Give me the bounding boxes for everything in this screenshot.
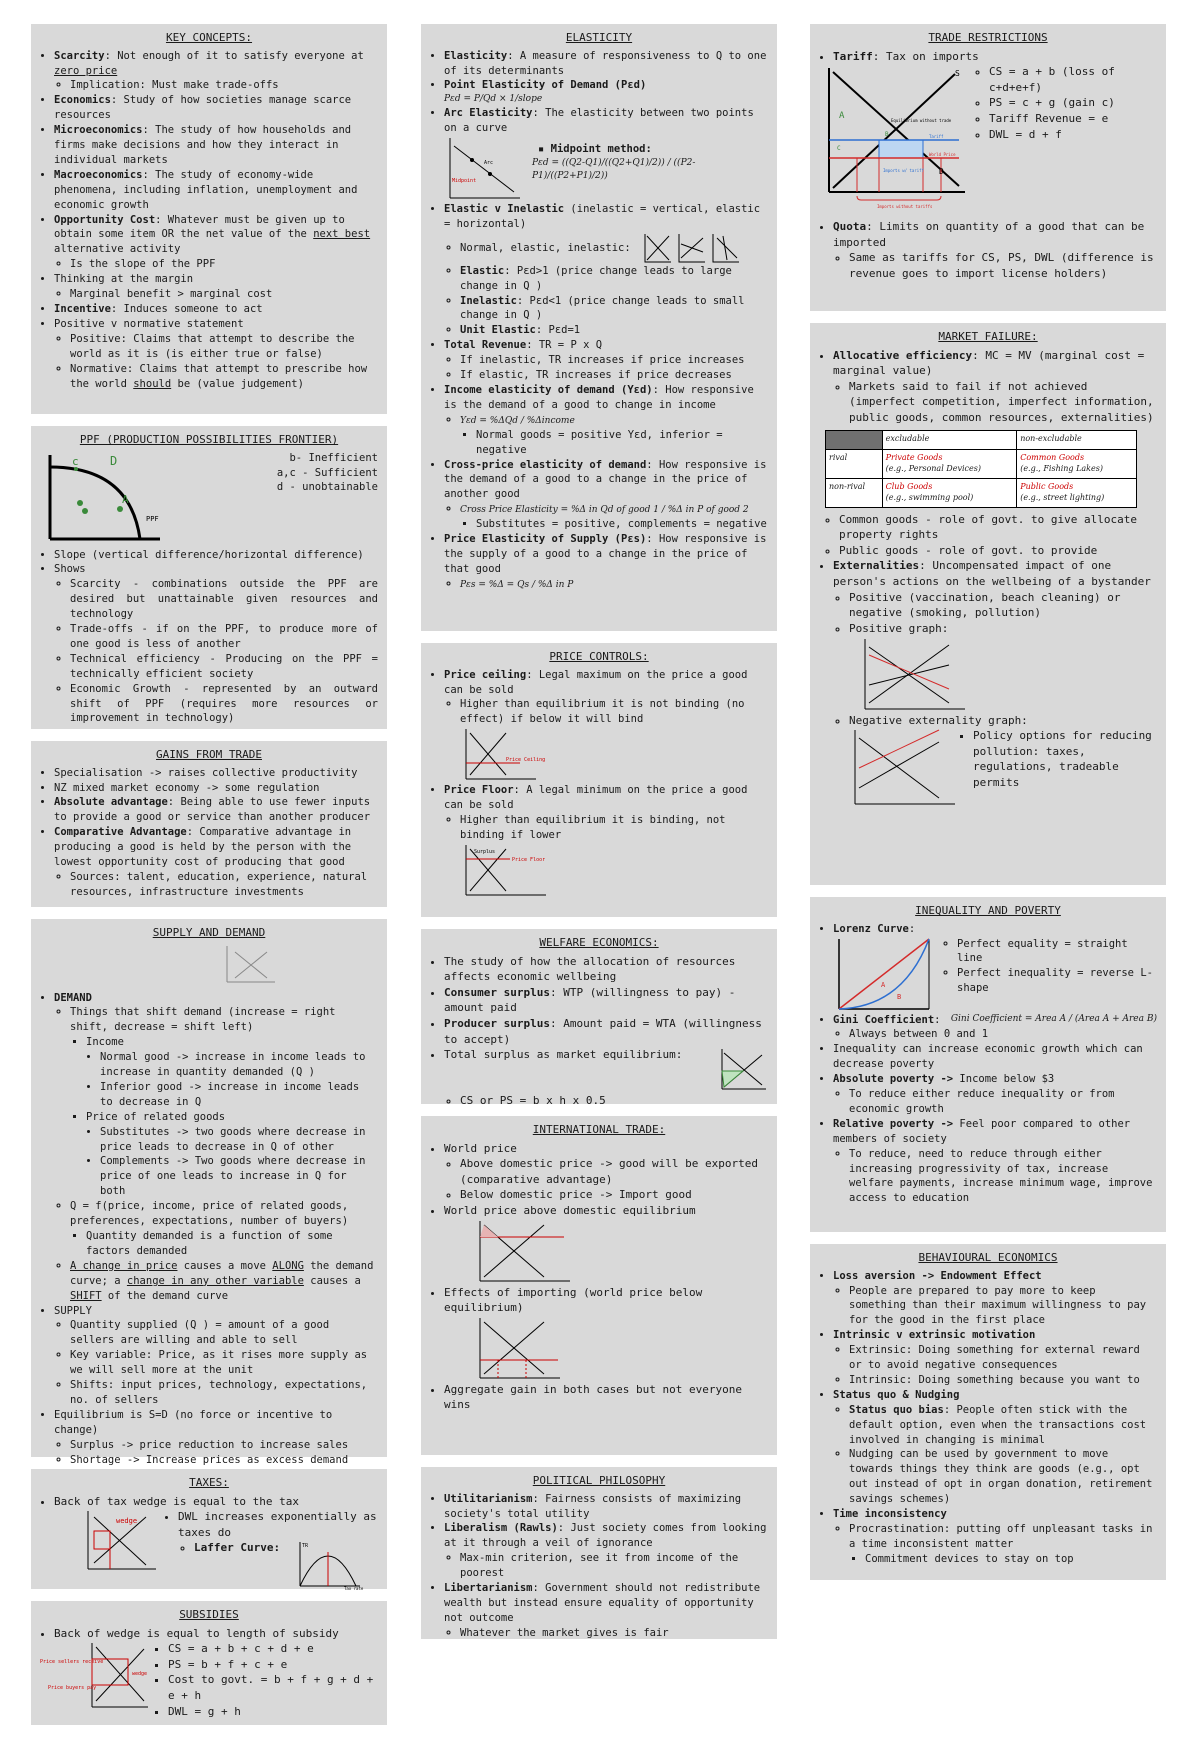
section-title: TRADE RESTRICTIONS	[928, 31, 1048, 44]
list-item: • NZ mixed market economy -> some regulation	[54, 781, 378, 796]
list-item: ◦ Nudging can be used by government to move towards things they think are goods (e.g., opt out instead of opt in organ donation, retirement savings schemes)	[849, 1447, 1157, 1507]
international-trade-section	[421, 1116, 777, 1455]
list-item: ▪ Substitutes = positive, complements = negative	[476, 517, 768, 532]
negative-externality-graph	[849, 728, 959, 808]
list-item: ◦ Procrastination: putting off unpleasant tasks in a time inconsistent matter ▪ Commitment devices to stay on top	[849, 1522, 1157, 1567]
list-item: ▪ Price of related goods • Substitutes -> two goods where decrease in price leads to decrease in Q of other • Complements -> Two goods where decrease in price of one leads to increase in Q for both	[86, 1110, 378, 1199]
ppf-graph	[40, 451, 170, 548]
section-title: SUBSIDIES	[179, 1608, 239, 1621]
list-item: ◦ DWL = d + f	[989, 127, 1157, 143]
list-item: ◦ If inelastic, TR increases if price increases	[460, 353, 768, 368]
list-item: ◦ Same as tariffs for CS, PS, DWL (difference is revenue goes to import license holders)	[849, 250, 1157, 281]
subsidies-section	[31, 1601, 387, 1725]
list-item: ◦ Positive (vaccination, beach cleaning) or negative (smoking, pollution)	[849, 590, 1157, 621]
svg-text:Tax rate: Tax rate	[344, 1586, 364, 1592]
list-item: • Complements -> Two goods where decrease in price of one leads to increase in Q for both	[100, 1154, 378, 1199]
list-item: • Producer surplus: Amount paid = WTA (willingness to accept)	[444, 1016, 768, 1047]
list-item: ◦ Q = f(price, income, price of related goods, preferences, expectations, number of buyers) ▪ Quantity demanded is a function of some factors demanded	[70, 1199, 378, 1259]
list-item: • The study of how the allocation of resources affects economic wellbeing	[444, 954, 768, 985]
list-item: ◦ Laffer Curve:	[194, 1540, 280, 1556]
list-item: ◦ Economic Growth - represented by an outward shift of PPF (requires more resources or improvement in technology)	[70, 682, 378, 727]
legend-d: d - unobtainable	[276, 481, 378, 494]
list-item: ◦ Intrinsic: Doing something because you want to	[849, 1373, 1157, 1388]
list-item: ◦ Always between 0 and 1	[849, 1027, 1157, 1042]
svg-text:D: D	[939, 167, 944, 177]
column-left	[31, 24, 387, 1737]
list-item: ◦ Perfect equality = straight line	[957, 937, 1157, 967]
list-item: • Absolute poverty -> Income below $3 ◦ To reduce either reduce inequality or from economic growth	[833, 1072, 1157, 1117]
list-item: • Total Revenue: TR = P x Q ◦ If inelastic, TR increases if price increases ◦ If elastic, TR increases if price decreases	[444, 338, 768, 383]
legend-ac: a,c - Sufficient	[276, 466, 378, 479]
list-item: ◦ CS = a + b (loss of c+d+e+f)	[989, 64, 1157, 95]
list-item: ▪ Income • Normal good -> increase in income leads to increase in quantity demanded (Q ) • Inferior good -> increase in income leads to decrease in Q	[86, 1035, 378, 1110]
section-title: WELFARE ECONOMICS:	[539, 936, 659, 949]
list-item: • Incentive: Induces someone to act	[54, 302, 378, 317]
supply-demand-section	[31, 919, 387, 1466]
list-item: ▪ PS = b + f + c + e	[168, 1657, 378, 1673]
political-philosophy-section	[421, 1467, 777, 1639]
table-cell: Common Goods (e.g., Fishing Lakes)	[1017, 449, 1137, 478]
list-item: ◦ Trade-offs - if on the PPF, to produce more of one good is less of another	[70, 622, 378, 652]
svg-text:Price buyers pay: Price buyers pay	[48, 1685, 97, 1692]
list-item: • Elasticity: A measure of responsiveness to Q to one of its determinants	[444, 49, 768, 79]
col-header: non-excludable	[1017, 430, 1137, 449]
list-item: • Price ceiling: Legal maximum on the price a good can be sold ◦ Higher than equilibrium it is not binding (no effect) if below it will bind Price Ceiling	[444, 668, 768, 784]
svg-text:Price Ceiling: Price Ceiling	[506, 757, 546, 764]
svg-text:B: B	[897, 992, 902, 1001]
list-item: ▪ Cost to govt. = b + f + g + d + e + h	[168, 1672, 378, 1703]
section-title: TAXES:	[189, 1476, 229, 1489]
list-item: • Effects of importing (world price below equilibrium)	[444, 1285, 768, 1382]
welfare-economics-section	[421, 929, 777, 1108]
table-cell: Private Goods (e.g., Personal Devices)	[882, 449, 1017, 478]
svg-text:Midpoint: Midpoint	[452, 177, 477, 184]
table-cell: Public Goods (e.g., street lighting)	[1017, 478, 1137, 507]
list-item: • Point Elasticity of Demand (Pεd) Pεd = P/Qd × 1/slope	[444, 78, 768, 106]
list-item: • Utilitarianism: Fairness consists of maximizing society's total utility	[444, 1492, 768, 1522]
welfare-graph	[718, 1047, 768, 1093]
svg-text:A: A	[122, 492, 129, 506]
list-item: • Macroeconomics: The study of economy-wide phenomena, including inflation, unemployment and economic growth	[54, 168, 378, 213]
list-item: • Time inconsistency ◦ Procrastination: putting off unpleasant tasks in a time inconsistent matter ▪ Commitment devices to stay on top	[833, 1507, 1157, 1567]
list-item: ◦ Pεs = %Δ = Qs / %Δ in P	[460, 577, 768, 592]
svg-text:S: S	[955, 69, 960, 79]
svg-text:Price Floor: Price Floor	[512, 856, 546, 863]
svg-text:Surplus: Surplus	[474, 848, 496, 855]
elasticity-section	[421, 24, 777, 631]
ped-formula: Pεd = P/Qd × 1/slope	[444, 94, 543, 105]
list-item: ◦ Common goods - role of govt. to give allocate property rights	[839, 512, 1157, 543]
list-item: • Absolute advantage: Being able to use fewer inputs to provide a good or service than another producer	[54, 795, 378, 825]
row-header: non-rival	[826, 478, 883, 507]
tariff-graph	[819, 64, 969, 219]
list-item: ◦ To reduce either reduce inequality or from economic growth	[849, 1087, 1157, 1117]
list-item: • Consumer surplus: WTP (willingness to pay) - amount paid	[444, 985, 768, 1016]
list-item: ◦ Yεd = %ΔQd / %Δincome ▪ Normal goods = positive Yεd, inferior = negative	[460, 413, 768, 458]
svg-text:C: C	[837, 145, 841, 153]
list-item: • Loss aversion -> Endowment Effect ◦ People are prepared to pay more to keep something than their maximum willingness to pay for the good in the first place	[833, 1269, 1157, 1329]
supply-demand-graph	[120, 944, 378, 991]
subsidy-graph	[40, 1641, 150, 1719]
list-item: • Liberalism (Rawls): Just society comes from looking at it through a veil of ignorance ◦ Max-min criterion, see it from income of the poorest	[444, 1521, 768, 1581]
section-title: POLITICAL PHILOSOPHY	[532, 1474, 666, 1487]
svg-text:c: c	[72, 454, 79, 468]
list-item: ◦ Is the slope of the PPF	[70, 257, 378, 272]
svg-text:Equilibrium without trade: Equilibrium without trade	[891, 118, 952, 124]
list-item	[833, 512, 1157, 559]
list-item: • Relative poverty -> Feel poor compared to other members of society ◦ To reduce, need to reduce through either increasing progressivity of tax, increase welfare payments, increase minimum wage, improve access to education	[833, 1117, 1157, 1206]
list-item: • Externalities: Uncompensated impact of one person's actions on the wellbeing of a bystander ◦ Positive (vaccination, beach cleaning) or negative (smoking, pollution) ◦ Positive graph: ◦ Negative externality graph: ▪ Policy options for reducing pollution: taxes, regulations, tradeable permits	[833, 558, 1157, 808]
trade-restrictions-section	[810, 24, 1166, 311]
section-title: ELASTICITY	[565, 31, 633, 44]
section-title: KEY CONCEPTS:	[165, 31, 253, 44]
list-item: ◦ Positive graph:	[849, 621, 1157, 713]
laffer-curve-graph	[294, 1540, 364, 1590]
list-item: ◦ Shortage -> Increase prices as excess demand	[70, 1453, 378, 1468]
list-item: • Elastic v Inelastic (inelastic = vertical, elastic = horizontal) ◦ Normal, elastic, inelastic: ◦ Elastic: Pεd>1 (price change leads to large change in Q ) ◦ Inelastic: Pεd<1 (price change leads to small change in Q ) ◦ Unit Elastic: Pεd=1	[444, 202, 768, 338]
list-item: • DEMAND ◦ Things that shift demand (increase = right shift, decrease = shift left) ▪ Income • Normal good -> increase in income leads to increase in quantity demanded (Q ) • Inferior good -> increase in income leads to decrease in Q ▪ Price of related goods • Substitutes -> two goods where decrease in price leads to decrease in Q of other • Complements -> Two goods where decrease in price of one leads to increase in Q for both ◦ Q = f(price, income, price of related goods, preferences, expectations, number of buyers) ▪ Quantity demanded is a function of some factors demanded ◦ A change in price causes a move ALONG the demand curve; a change in any other variable causes a SHIFT of the demand curve	[54, 991, 378, 1304]
svg-text:Arc: Arc	[484, 159, 494, 166]
inequality-poverty-section	[810, 897, 1166, 1232]
list-item: ◦ Cross Price Elasticity = %Δ in Qd of good 1 / %Δ in P of good 2 ▪ Substitutes = positive, complements = negative	[460, 502, 768, 532]
list-item: ◦ Surplus -> price reduction to increase sales	[70, 1438, 378, 1453]
list-item: • Lorenz Curve: A B ◦ Perfect equality = straight line ◦ Perfect inequality = reverse L-shape	[833, 922, 1157, 1013]
list-item: • Inequality can increase economic growth which can decrease poverty	[833, 1042, 1157, 1072]
svg-text:wedge: wedge	[132, 1671, 148, 1678]
list-item: • Intrinsic v extrinsic motivation ◦ Extrinsic: Doing something for external reward or to avoid negative consequences ◦ Intrinsic: Doing something because you want to	[833, 1328, 1157, 1388]
list-item: ▪ CS = a + b + c + d + e	[168, 1641, 378, 1657]
list-item: ▪ Commitment devices to stay on top	[865, 1552, 1157, 1567]
positive-externality-graph	[859, 637, 969, 713]
list-item: ◦ Status quo bias: People often stick with the default option, even when the transactions cost involved in changing is minimal	[849, 1403, 1157, 1448]
list-item: • Allocative efficiency: MC = MV (marginal cost = marginal value) ◦ Markets said to fail if not achieved (imperfect competition, imperfect information, public goods, common resources, externalities)	[833, 348, 1157, 426]
list-item: ◦ Implication: Must make trade-offs	[70, 78, 378, 93]
gini-formula: Gini Coefficient = Area A / (Area A + Area B)	[950, 1013, 1157, 1024]
list-item: • Back of tax wedge is equal to the tax	[54, 1494, 378, 1510]
list-item: • Cross-price elasticity of demand: How responsive is the demand of a good to a change in the price of another good ◦ Cross Price Elasticity = %Δ in Qd of good 1 / %Δ in P of good 2 ▪ Substitutes = positive, complements = negative	[444, 458, 768, 533]
svg-text:B: B	[885, 131, 889, 139]
list-item: • World price above domestic equilibrium	[444, 1203, 768, 1285]
list-item: ◦ A change in price causes a move ALONG the demand curve; a change in any other variable causes a SHIFT of the demand curve	[70, 1259, 378, 1304]
column-right	[810, 24, 1166, 1592]
list-item: • Thinking at the margin ◦ Marginal benefit > marginal cost	[54, 272, 378, 302]
list-item: • Positive v normative statement ◦ Positive: Claims that attempt to describe the world as it is (is either true or false) ◦ Normative: Claims that attempt to prescribe how the world should be (value judgement)	[54, 317, 378, 392]
svg-text:PPF: PPF	[146, 514, 159, 523]
list-item: ▪ Policy options for reducing pollution: taxes, regulations, tradeable permits	[973, 728, 1157, 790]
list-item: • Total surplus as market equilibrium: ◦ CS or PS = b x h x 0.5	[444, 1047, 768, 1109]
list-item: ◦ To reduce, need to reduce through either increasing progressivity of tax, increase welfare payments, increase minimum wage, improve access to education	[849, 1147, 1157, 1207]
price-controls-section	[421, 643, 777, 917]
elasticity-curves-graph	[643, 232, 743, 264]
export-graph	[474, 1219, 574, 1285]
key-concepts-section	[31, 24, 387, 414]
list-item: ◦ Tariff Revenue = e	[989, 111, 1157, 127]
section-title: PPF (PRODUCTION POSSIBILITIES FRONTIER)	[79, 433, 339, 446]
gains-from-trade-section	[31, 741, 387, 907]
section-title: MARKET FAILURE:	[938, 330, 1038, 343]
list-item: ◦ Inelastic: Pεd<1 (price change leads to small change in Q )	[460, 294, 768, 324]
list-item: • Income elasticity of demand (Yεd): How responsive is the demand of a good to change in income ◦ Yεd = %ΔQd / %Δincome ▪ Normal goods = positive Yεd, inferior = negative	[444, 383, 768, 458]
list-item: • Normal good -> increase in income leads to increase in quantity demanded (Q )	[100, 1050, 378, 1080]
list-item: • Price Elasticity of Supply (Pεs): How responsive is the supply of a good to a change in the price of that good ◦ Pεs = %Δ = Qs / %Δ in P	[444, 532, 768, 592]
list-item: • Economics: Study of how societies manage scarce resources	[54, 93, 378, 123]
list-item: ◦ Higher than equilibrium it is not binding (no effect) if below it will bind Price Ceiling	[460, 697, 768, 783]
list-item: ◦ Technical efficiency - Producing on the PPF = technically efficient society	[70, 652, 378, 682]
row-header: rival	[826, 449, 883, 478]
list-item: ◦ Elastic: Pεd>1 (price change leads to large change in Q )	[460, 264, 768, 294]
svg-text:A: A	[881, 980, 886, 989]
section-title: GAINS FROM TRADE	[156, 748, 262, 761]
list-item: ▪ Normal goods = positive Yεd, inferior = negative	[476, 428, 768, 458]
list-item: ◦ Unit Elastic: Pεd=1	[460, 323, 768, 338]
list-item: ◦ Higher than equilibrium it is binding, not binding if lower Surplus Price Floor	[460, 813, 768, 899]
svg-text:Tariff: Tariff	[929, 134, 944, 140]
list-item: ◦ Positive: Claims that attempt to describe the world as it is (is either true or false)	[70, 332, 378, 362]
list-item: ◦ Public goods - role of govt. to provide	[839, 543, 1157, 559]
svg-text:A: A	[839, 111, 845, 122]
list-item: ◦ Above domestic price -> good will be exported (comparative advantage)	[460, 1156, 768, 1187]
list-item: • Tariff: Tax on imports	[833, 49, 1157, 65]
column-middle	[421, 24, 777, 1651]
list-item: ◦ Max-min criterion, see it from income of the poorest	[460, 1551, 768, 1581]
list-item: • SUPPLY ◦ Quantity supplied (Q ) = amount of a good sellers are willing and able to sell ◦ Key variable: Price, as it rises more supply as we will sell more at the unit ◦ Shifts: input prices, technology, expectations, no. of sellers	[54, 1304, 378, 1408]
list-item: • Opportunity Cost: Whatever must be given up to obtain some item OR the net value of the next best alternative activity ◦ Is the slope of the PPF	[54, 213, 378, 273]
list-item: • World price ◦ Above domestic price -> good will be exported (comparative advantage) ◦ Below domestic price -> Import good	[444, 1141, 768, 1203]
list-item: ◦ Things that shift demand (increase = right shift, decrease = shift left) ▪ Income • Normal good -> increase in income leads to increase in quantity demanded (Q ) • Inferior good -> increase in income leads to decrease in Q ▪ Price of related goods • Substitutes -> two goods where decrease in price leads to decrease in Q of other • Complements -> Two goods where decrease in price of one leads to increase in Q for both	[70, 1005, 378, 1199]
svg-text:D: D	[110, 453, 118, 468]
list-item: ◦ Key variable: Price, as it rises more supply as we will sell more at the unit	[70, 1348, 378, 1378]
list-item: • Price Floor: A legal minimum on the price a good can be sold ◦ Higher than equilibrium it is binding, not binding if lower Surplus Price Floor	[444, 783, 768, 899]
list-item: • Aggregate gain in both cases but not everyone wins	[444, 1382, 768, 1413]
table-cell: Club Goods (e.g., swimming pool)	[882, 478, 1017, 507]
list-item: • Inferior good -> increase in income leads to decrease in Q	[100, 1080, 378, 1110]
price-floor-graph	[460, 843, 550, 899]
behavioural-economics-section	[810, 1244, 1166, 1580]
list-item: ◦ Sources: talent, education, experience, natural resources, infrastructure investments	[70, 870, 378, 900]
section-title: BEHAVIOURAL ECONOMICS	[918, 1251, 1058, 1264]
section-title: SUPPLY AND DEMAND	[152, 926, 266, 939]
list-item: ◦ Shifts: input prices, technology, expectations, no. of sellers	[70, 1378, 378, 1408]
goods-classification-table	[825, 430, 1137, 508]
col-header: excludable	[882, 430, 1017, 449]
list-item: ◦ Perfect inequality = reverse L-shape	[957, 966, 1157, 996]
list-item: ◦ Whatever the market gives is fair	[460, 1626, 768, 1641]
list-item: • Gini Coefficient: Gini Coefficient = Area A / (Area A + Area B) ◦ Always between 0 and 1	[833, 1013, 1157, 1043]
list-item: • Quota: Limits on quantity of a good that can be imported ◦ Same as tariffs for CS, PS, DWL (difference is revenue goes to import license holders)	[833, 219, 1157, 281]
list-item: ◦ Normative: Claims that attempt to prescribe how the world should be (value judgement)	[70, 362, 378, 392]
list-item: • Equilibrium is S=D (no force or incentive to change) ◦ Surplus -> price reduction to increase sales ◦ Shortage -> Increase prices as excess demand	[54, 1408, 378, 1468]
list-item: ◦ Normal, elastic, inelastic:	[460, 232, 768, 264]
list-item: • DWL increases exponentially as taxes do	[178, 1509, 378, 1540]
list-item: • Arc Elasticity: The elasticity between two points on a curve Arc Midpoint ▪ Midpoint method: Pεd = ((Q2-Q1)/((Q2+Q1)/2)) / ((P2-P1)/((P2+P1)/2))	[444, 106, 768, 202]
list-item: ◦ Extrinsic: Doing something for external reward or to avoid negative consequences	[849, 1343, 1157, 1373]
list-item: • Libertarianism: Government should not redistribute wealth but instead ensure equality of opportunity not outcome ◦ Whatever the market gives is fair	[444, 1581, 768, 1641]
svg-text:TR: TR	[302, 1543, 309, 1550]
lorenz-curve-graph	[833, 937, 933, 1013]
list-item: ◦ Quantity supplied (Q ) = amount of a good sellers are willing and able to sell	[70, 1318, 378, 1348]
svg-text:World Price: World Price	[929, 152, 956, 158]
list-item: ◦ CS or PS = b x h x 0.5	[460, 1093, 768, 1109]
list-item: • Substitutes -> two goods where decrease in price leads to decrease in Q of other	[100, 1125, 378, 1155]
list-item: • Slope (vertical difference/horizontal difference)	[54, 548, 378, 563]
import-graph	[474, 1316, 564, 1382]
list-item: ◦ PS = c + g (gain c)	[989, 95, 1157, 111]
list-item: ◦ Negative externality graph: ▪ Policy options for reducing pollution: taxes, regulations, tradeable permits	[849, 713, 1157, 809]
arc-elasticity-graph	[444, 136, 524, 202]
section-title: INTERNATIONAL TRADE:	[532, 1123, 666, 1136]
list-item: ◦ Below domestic price -> Import good	[460, 1187, 768, 1203]
tax-wedge-graph	[80, 1509, 160, 1590]
midpoint-formula: Pεd = ((Q2-Q1)/((Q2+Q1)/2)) / ((P2-P1)/((P2+P1)/2))	[532, 157, 696, 181]
section-title: INEQUALITY AND POVERTY	[915, 904, 1061, 917]
list-item: ▪ Quantity demanded is a function of some factors demanded	[86, 1229, 378, 1259]
list-item: ◦ People are prepared to pay more to keep something than their maximum willingness to pay for the good in the first place	[849, 1284, 1157, 1329]
svg-text:Imports w/ tariff: Imports w/ tariff	[883, 168, 924, 174]
legend-b: b- Inefficient	[289, 451, 378, 464]
list-item: • Shows ◦ Scarcity - combinations outside the PPF are desired but unattainable given resources and technology ◦ Trade-offs - if on the PPF, to produce more of one good is less of another ◦ Technical efficiency - Producing on the PPF = technically efficient society ◦ Economic Growth - represented by an outward shift of PPF (requires more resources or improvement in technology)	[54, 562, 378, 726]
list-item: ◦ Scarcity - combinations outside the PPF are desired but unattainable given resources and technology	[70, 577, 378, 622]
list-item: ◦ If elastic, TR increases if price decreases	[460, 368, 768, 383]
list-item: • Microeconomics: The study of how households and firms make decisions and how they interact in individual markets	[54, 123, 378, 168]
market-failure-section	[810, 323, 1166, 885]
list-item: • Comparative Advantage: Comparative advantage in producing a good is held by the person with the lowest opportunity cost of producing that good ◦ Sources: talent, education, experience, natural resources, infrastructure investments	[54, 825, 378, 900]
list-item: ▪ DWL = g + h	[168, 1704, 378, 1720]
list-item: • Scarcity: Not enough of it to satisfy everyone at zero price ◦ Implication: Must make trade-offs	[54, 49, 378, 94]
svg-text:Price sellers receive: Price sellers receive	[40, 1659, 104, 1666]
svg-text:wedge: wedge	[116, 1517, 138, 1526]
list-item: • Specialisation -> raises collective productivity	[54, 766, 378, 781]
list-item: • Back of wedge is equal to length of subsidy	[54, 1626, 378, 1642]
taxes-section	[31, 1469, 387, 1592]
list-item: ◦ Marginal benefit > marginal cost	[70, 287, 378, 302]
section-title: PRICE CONTROLS:	[549, 650, 649, 663]
list-item: • Status quo & Nudging ◦ Status quo bias: People often stick with the default option, even when the transactions cost involved in changing is minimal ◦ Nudging can be used by government to move towards things they think are goods (e.g., opt out instead of opt in organ donation, retirement savings schemes)	[833, 1388, 1157, 1507]
ppf-section	[31, 426, 387, 729]
svg-text:Imports without tariffs: Imports without tariffs	[877, 204, 933, 210]
list-item: ◦ Markets said to fail if not achieved (imperfect competition, imperfect information, public goods, common resources, externalities)	[849, 379, 1157, 426]
price-ceiling-graph	[460, 727, 546, 783]
